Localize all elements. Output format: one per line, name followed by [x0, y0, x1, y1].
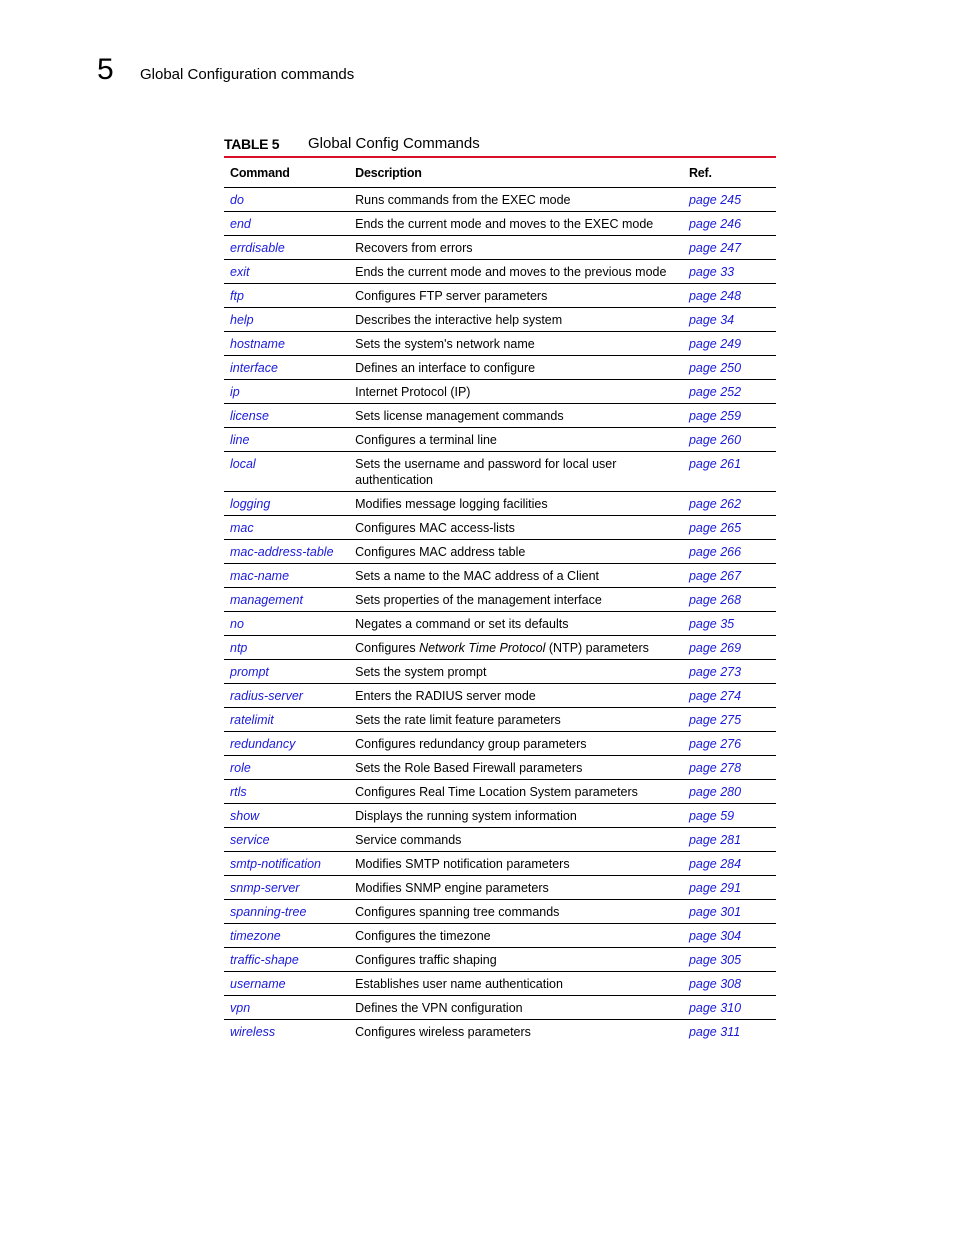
description-cell: Configures the timezone [355, 924, 689, 948]
description-cell: Configures FTP server parameters [355, 284, 689, 308]
page-ref-link[interactable]: page 59 [688, 809, 735, 823]
page-ref-link[interactable]: page 247 [688, 241, 742, 255]
page-ref-link[interactable]: page 308 [688, 977, 742, 991]
command-link[interactable]: prompt [230, 665, 269, 679]
description-cell: Modifies SMTP notification parameters [355, 852, 689, 876]
command-cell [224, 284, 355, 308]
table-header-row [224, 157, 776, 188]
page-ref-link[interactable]: page 274 [688, 689, 742, 703]
command-cell [224, 404, 355, 428]
command-cell [224, 188, 355, 212]
ref-cell [689, 996, 776, 1020]
table-row [224, 236, 776, 260]
ref-cell [689, 540, 776, 564]
command-link[interactable]: no [230, 617, 244, 631]
description-cell: Configures traffic shaping [355, 948, 689, 972]
ref-cell [689, 828, 776, 852]
table-row [224, 612, 776, 636]
command-link[interactable]: smtp-notification [230, 857, 322, 871]
description-cell [355, 636, 689, 660]
command-cell [224, 804, 355, 828]
description-text: Configures [355, 641, 420, 655]
column-header-ref: Ref. [689, 157, 776, 188]
ref-cell [689, 780, 776, 804]
column-header-description: Description [355, 157, 689, 188]
ref-cell [689, 308, 776, 332]
description-cell: Defines the VPN configuration [355, 996, 689, 1020]
table-row [224, 564, 776, 588]
page-ref-link[interactable]: page 245 [688, 193, 742, 207]
command-link[interactable]: ip [230, 385, 240, 399]
ref-cell [689, 684, 776, 708]
table-row [224, 284, 776, 308]
command-cell [224, 948, 355, 972]
description-cell: Sets the rate limit feature parameters [355, 708, 689, 732]
command-cell [224, 332, 355, 356]
page-ref-link[interactable]: page 304 [688, 929, 742, 943]
ref-cell [689, 636, 776, 660]
table-row [224, 972, 776, 996]
table-label: TABLE 5 [224, 136, 280, 152]
command-link[interactable]: end [230, 217, 251, 231]
ref-cell [689, 732, 776, 756]
command-cell [224, 660, 355, 684]
page-ref-link[interactable]: page 291 [688, 881, 742, 895]
page-ref-link[interactable]: page 249 [688, 337, 742, 351]
ref-cell [689, 900, 776, 924]
description-cell: Negates a command or set its defaults [355, 612, 689, 636]
command-cell [224, 756, 355, 780]
command-link[interactable]: ftp [230, 289, 244, 303]
ref-cell [689, 948, 776, 972]
table-row [224, 852, 776, 876]
command-link[interactable]: license [230, 409, 269, 423]
description-cell: Ends the current mode and moves to the EXEC mode [355, 212, 689, 236]
table-row [224, 732, 776, 756]
page-ref-link[interactable]: page 35 [688, 617, 735, 631]
table-row [224, 900, 776, 924]
ref-cell [689, 852, 776, 876]
table-row [224, 588, 776, 612]
command-link[interactable]: snmp-server [230, 881, 300, 895]
command-cell [224, 612, 355, 636]
table-row [224, 452, 776, 492]
command-link[interactable]: vpn [230, 1001, 251, 1015]
command-cell [224, 828, 355, 852]
command-cell [224, 452, 355, 492]
command-cell [224, 492, 355, 516]
description-cell: Sets properties of the management interface [355, 588, 689, 612]
table-row [224, 804, 776, 828]
description-text: (NTP) parameters [545, 641, 649, 655]
page-ref-link[interactable]: page 265 [688, 521, 742, 535]
column-header-command: Command [224, 157, 355, 188]
description-cell: Sets a name to the MAC address of a Client [355, 564, 689, 588]
command-link[interactable]: service [230, 833, 270, 847]
table-title: Global Config Commands [308, 135, 480, 152]
command-cell [224, 732, 355, 756]
command-link[interactable]: do [230, 193, 244, 207]
chapter-number: 5 [97, 53, 114, 86]
table-row [224, 636, 776, 660]
ref-cell [689, 492, 776, 516]
command-cell [224, 852, 355, 876]
table-row [224, 828, 776, 852]
page-ref-link[interactable]: page 281 [688, 833, 742, 847]
table-row [224, 356, 776, 380]
ref-cell [689, 380, 776, 404]
table-row [224, 660, 776, 684]
table-row [224, 756, 776, 780]
command-link[interactable]: exit [230, 265, 250, 279]
table-row [224, 308, 776, 332]
command-link[interactable]: local [230, 457, 256, 471]
description-cell: Configures MAC access-lists [355, 516, 689, 540]
description-cell: Configures Real Time Location System parameters [355, 780, 689, 804]
command-link[interactable]: show [230, 809, 260, 823]
page-ref-link[interactable]: page 268 [688, 593, 742, 607]
page-ref-link[interactable]: page 310 [688, 1001, 742, 1015]
table-row [224, 380, 776, 404]
page-ref-link[interactable]: page 252 [688, 385, 742, 399]
command-link[interactable]: mac [230, 521, 254, 535]
ref-cell [689, 924, 776, 948]
description-cell: Defines an interface to configure [355, 356, 689, 380]
ref-cell [689, 332, 776, 356]
command-cell [224, 540, 355, 564]
ref-cell [689, 284, 776, 308]
description-cell: Service commands [355, 828, 689, 852]
table-row [224, 876, 776, 900]
page-ref-link[interactable]: page 266 [688, 545, 742, 559]
table-row [224, 1020, 776, 1044]
page-ref-link[interactable]: page 276 [688, 737, 742, 751]
command-cell [224, 924, 355, 948]
table-row [224, 212, 776, 236]
page-ref-link[interactable]: page 262 [688, 497, 742, 511]
description-cell: Modifies message logging facilities [355, 492, 689, 516]
command-link[interactable]: mac-name [230, 569, 290, 583]
command-cell [224, 708, 355, 732]
page-ref-link[interactable]: page 34 [688, 313, 735, 327]
page-ref-link[interactable]: page 284 [688, 857, 742, 871]
ref-cell [689, 588, 776, 612]
command-link[interactable]: errdisable [230, 241, 285, 255]
command-cell [224, 780, 355, 804]
page-ref-link[interactable]: page 311 [688, 1025, 741, 1039]
description-cell: Displays the running system information [355, 804, 689, 828]
ref-cell [689, 612, 776, 636]
page-ref-link[interactable]: page 261 [688, 457, 742, 471]
command-cell [224, 636, 355, 660]
command-cell [224, 516, 355, 540]
ref-cell [689, 428, 776, 452]
page-ref-link[interactable]: page 280 [688, 785, 742, 799]
table-row [224, 516, 776, 540]
table-row [224, 404, 776, 428]
description-cell: Runs commands from the EXEC mode [355, 188, 689, 212]
command-link[interactable]: line [230, 433, 250, 447]
ref-cell [689, 564, 776, 588]
description-cell: Configures spanning tree commands [355, 900, 689, 924]
command-cell [224, 212, 355, 236]
command-link[interactable]: timezone [230, 929, 281, 943]
table-row [224, 188, 776, 212]
command-cell [224, 972, 355, 996]
command-link[interactable]: spanning-tree [230, 905, 307, 919]
command-link[interactable]: wireless [230, 1025, 276, 1039]
command-link[interactable]: traffic-shape [230, 953, 299, 967]
description-cell: Enters the RADIUS server mode [355, 684, 689, 708]
command-link[interactable]: rtls [230, 785, 247, 799]
command-cell [224, 260, 355, 284]
page-ref-link[interactable]: page 260 [688, 433, 742, 447]
command-link[interactable]: logging [230, 497, 271, 511]
command-cell [224, 996, 355, 1020]
global-config-commands-table [224, 156, 776, 1043]
ref-cell [689, 660, 776, 684]
command-cell [224, 308, 355, 332]
page-ref-link[interactable]: page 259 [688, 409, 742, 423]
description-cell: Sets the system prompt [355, 660, 689, 684]
description-cell: Modifies SNMP engine parameters [355, 876, 689, 900]
description-cell: Establishes user name authentication [355, 972, 689, 996]
chapter-title: Global Configuration commands [140, 66, 355, 83]
command-link[interactable]: mac-address-table [230, 545, 334, 559]
table-row [224, 780, 776, 804]
table-row [224, 428, 776, 452]
page-ref-link[interactable]: page 301 [688, 905, 742, 919]
command-link[interactable]: help [230, 313, 254, 327]
page-ref-link[interactable]: page 305 [688, 953, 742, 967]
ref-cell [689, 452, 776, 492]
description-cell: Sets license management commands [355, 404, 689, 428]
description-cell: Sets the system's network name [355, 332, 689, 356]
command-cell [224, 236, 355, 260]
command-link[interactable]: username [230, 977, 286, 991]
ref-cell [689, 804, 776, 828]
command-link[interactable]: interface [230, 361, 278, 375]
table-row [224, 684, 776, 708]
command-link[interactable]: ntp [230, 641, 248, 655]
table-row [224, 540, 776, 564]
description-emphasis: Network Time Protocol [419, 641, 546, 655]
ref-cell [689, 404, 776, 428]
description-cell: Sets the Role Based Firewall parameters [355, 756, 689, 780]
description-cell: Configures wireless parameters [355, 1025, 531, 1039]
ref-cell [689, 260, 776, 284]
command-link[interactable]: radius-server [230, 689, 303, 703]
table-row [224, 708, 776, 732]
page-ref-link[interactable]: page 248 [688, 289, 742, 303]
table-row [224, 492, 776, 516]
description-cell: Recovers from errors [355, 236, 689, 260]
command-cell [224, 1020, 355, 1044]
ref-cell [689, 972, 776, 996]
table-row [224, 948, 776, 972]
command-cell [224, 564, 355, 588]
description-cell: Ends the current mode and moves to the previous mode [355, 260, 689, 284]
page-ref-link[interactable]: page 33 [688, 265, 735, 279]
ref-cell [689, 516, 776, 540]
table-row [224, 996, 776, 1020]
ref-cell [689, 212, 776, 236]
page-ref-link[interactable]: page 273 [688, 665, 742, 679]
ref-cell [689, 1020, 776, 1044]
ref-cell [689, 876, 776, 900]
table-row [224, 260, 776, 284]
table-body [224, 188, 776, 1044]
description-cell: Configures a terminal line [355, 428, 689, 452]
description-cell: Describes the interactive help system [355, 308, 689, 332]
description-cell: Configures redundancy group parameters [355, 732, 689, 756]
page-ref-link[interactable]: page 250 [688, 361, 742, 375]
description-cell: Configures MAC address table [355, 540, 689, 564]
table-row [224, 332, 776, 356]
command-cell [224, 356, 355, 380]
page-ref-link[interactable]: page 275 [688, 713, 742, 727]
command-link[interactable]: ratelimit [230, 713, 274, 727]
command-cell [224, 900, 355, 924]
description-cell: Internet Protocol (IP) [355, 380, 689, 404]
ref-cell [689, 188, 776, 212]
command-link[interactable]: redundancy [230, 737, 296, 751]
ref-cell [689, 236, 776, 260]
command-link[interactable]: role [230, 761, 251, 775]
description-cell: Sets the username and password for local user authentication [355, 452, 689, 492]
ref-cell [689, 708, 776, 732]
table-row [224, 924, 776, 948]
page-ref-link[interactable]: page 246 [688, 217, 742, 231]
ref-cell [689, 756, 776, 780]
command-cell [224, 684, 355, 708]
table-caption [224, 135, 776, 155]
page-ref-link[interactable]: page 278 [688, 761, 742, 775]
command-cell [224, 428, 355, 452]
command-cell [224, 876, 355, 900]
command-cell [224, 380, 355, 404]
page-ref-link[interactable]: page 269 [688, 641, 742, 655]
command-link[interactable]: management [230, 593, 303, 607]
command-link[interactable]: hostname [230, 337, 285, 351]
page-ref-link[interactable]: page 267 [688, 569, 742, 583]
command-cell [224, 588, 355, 612]
ref-cell [689, 356, 776, 380]
